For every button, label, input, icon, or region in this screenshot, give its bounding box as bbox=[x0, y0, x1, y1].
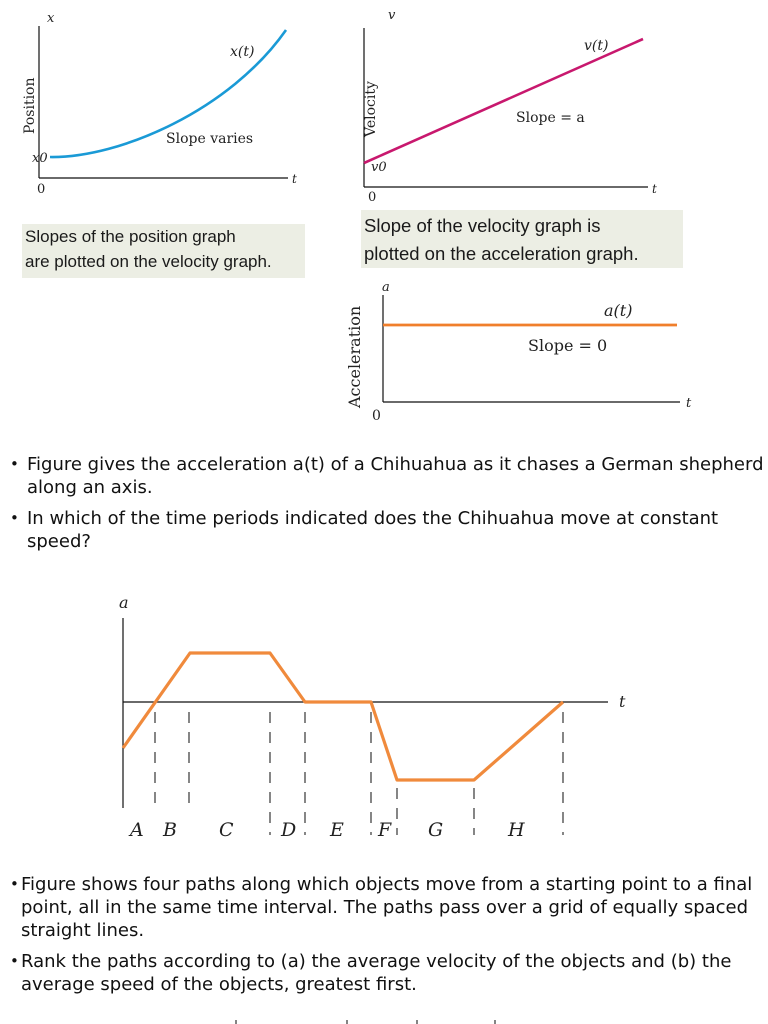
period-label-c: C bbox=[219, 819, 234, 841]
position-intercept-label: x0 bbox=[32, 151, 48, 166]
velocity-axis-v-letter: v bbox=[388, 8, 396, 23]
velocity-caption-line1: Slope of the velocity graph is bbox=[364, 215, 601, 236]
acceleration-slope-note: Slope = 0 bbox=[528, 336, 608, 355]
acceleration-origin: 0 bbox=[372, 408, 381, 424]
acceleration-curve-label: a(t) bbox=[604, 301, 633, 320]
velocity-graph-caption bbox=[361, 210, 683, 268]
position-slope-note: Slope varies bbox=[166, 131, 254, 147]
velocity-origin: 0 bbox=[368, 190, 377, 205]
acceleration-axis-a-letter: a bbox=[382, 280, 390, 295]
question1-bullet-figure: • Figure gives the acceleration a(t) of a Chihuahua as it chases a German shepherd along an axis. bbox=[10, 453, 765, 499]
period-label-f: F bbox=[378, 819, 392, 841]
period-label-a: A bbox=[130, 819, 144, 841]
position-graph bbox=[22, 11, 297, 197]
velocity-axis-t: t bbox=[652, 182, 657, 196]
chihuahua-graph bbox=[119, 593, 626, 841]
period-label-g: G bbox=[428, 819, 444, 841]
velocity-curve-label: v(t) bbox=[584, 38, 609, 54]
period-boundaries bbox=[155, 712, 563, 835]
period-label-d: D bbox=[281, 819, 297, 841]
question1-bullet-question: • In which of the time periods indicated does the Chihuahua move at constant speed? bbox=[10, 507, 765, 553]
position-origin: 0 bbox=[37, 182, 46, 197]
paths-figure-top-edge bbox=[236, 1020, 495, 1024]
question1-bullets bbox=[10, 453, 765, 561]
question2-bullet-figure: • Figure shows four paths along which objects move from a starting point to a final point, all in the same time interval. The paths pass over a grid of equally spaced straight lines. bbox=[10, 873, 765, 942]
period-label-h: H bbox=[508, 819, 525, 841]
velocity-line bbox=[364, 39, 643, 163]
acceleration-axis-t: t bbox=[686, 396, 692, 411]
acceleration-graph bbox=[345, 280, 692, 424]
velocity-intercept-label: v0 bbox=[371, 160, 387, 175]
position-graph-caption bbox=[22, 224, 305, 278]
period-label-e: E bbox=[330, 819, 344, 841]
position-caption-line1: Slopes of the position graph bbox=[25, 227, 236, 246]
question2-bullet-question: • Rank the paths according to (a) the average velocity of the objects and (b) the average speed of the objects, greatest first. bbox=[10, 950, 765, 996]
period-labels bbox=[128, 819, 525, 841]
question2-bullets bbox=[10, 873, 765, 1004]
chihuahua-axis-t: t bbox=[619, 692, 626, 711]
position-axis-t: t bbox=[292, 172, 297, 186]
position-axis-x-letter: x bbox=[47, 11, 55, 26]
position-caption-line2: are plotted on the velocity graph. bbox=[25, 252, 272, 271]
velocity-graph bbox=[363, 8, 657, 205]
velocity-slope-note: Slope = a bbox=[516, 110, 585, 126]
position-curve-label: x(t) bbox=[230, 44, 255, 60]
velocity-y-label: Velocity bbox=[363, 81, 379, 137]
chihuahua-axis-a: a bbox=[119, 593, 129, 612]
velocity-caption-line2: plotted on the acceleration graph. bbox=[364, 243, 639, 264]
position-y-label: Position bbox=[22, 77, 38, 134]
acceleration-y-label: Acceleration bbox=[345, 305, 364, 408]
period-label-b: B bbox=[163, 819, 177, 841]
